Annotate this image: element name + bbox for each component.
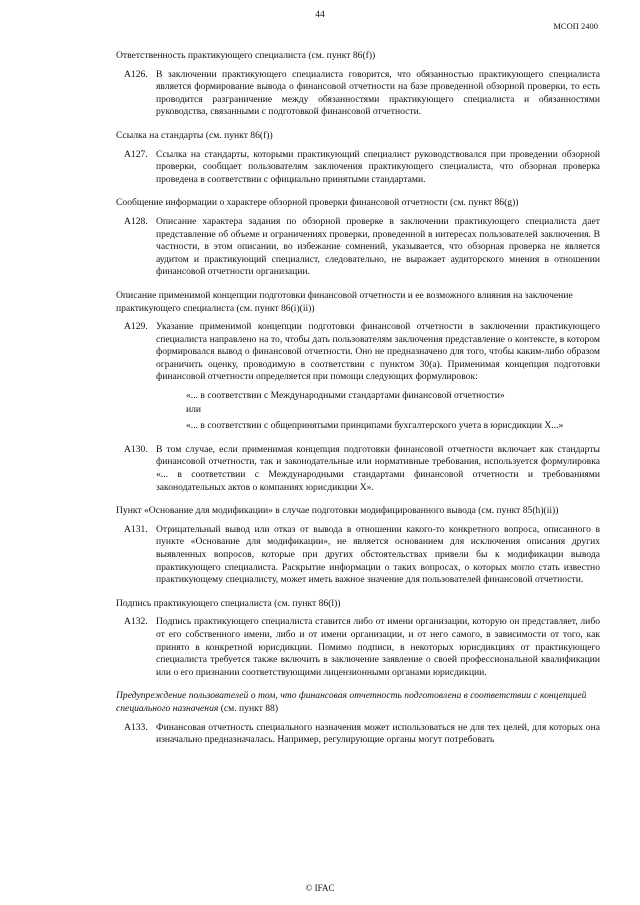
- paragraph-number: A133.: [124, 721, 148, 733]
- section-heading: Описание применимой концепции подготовки финансовой отчетности и ее возможного влияния на заключение практикующего специалиста (см. пункт 86(i)(ii)): [116, 289, 573, 314]
- paragraph-number: A128.: [124, 215, 148, 227]
- quoted-wording: «... в соответствии с общепринятыми принципами бухгалтерского учета в юрисдикции X...»: [186, 420, 564, 432]
- paragraph-number: A126.: [124, 68, 148, 80]
- paragraph-a131: [116, 524, 600, 587]
- section-heading: Подпись практикующего специалиста (см. пункт 86(l)): [116, 597, 341, 609]
- or-word: или: [186, 403, 202, 415]
- section-heading: Ответственность практикующего специалиста (см. пункт 86(f)): [116, 50, 376, 61]
- section-heading: Пункт «Основание для модификации» в случае подготовки модифицированного вывода (см. пункт 85(h)(ii)): [116, 505, 559, 517]
- paragraph-text: Отрицательный вывод или отказ от вывода в отношении какого-то конкретного вопроса, описанного в пункте «Основание для модификации», не является основанием для исключения описания других выявленных вопросов, которые при других обстоятельствах привели бы к модификации вывода практикующего специалиста. Раскрытие информации о таких вопросах, о которых могло стать известно практикующему специалисту, может иметь важное значение для пользователей финансовой отчетности.: [156, 523, 600, 586]
- footer-copyright: © IFAC: [305, 883, 335, 893]
- paragraph-text: Подпись практикующего специалиста ставится либо от имени организации, которую он представляет, либо от его собственного имени, либо и от имени организации, и от него самого, в зависимости от того, как принято в конкретной юрисдикции. Помимо подписи, в некоторых юрисдикциях от практикующего специалиста требуется также включить в заключение заявление о своей профессиональной квалификации или о его признании соответствующими лицензионными органами юрисдикции.: [156, 616, 600, 678]
- paragraph-number: A127.: [124, 148, 148, 160]
- section-heading: Сообщение информации о характере обзорной проверки финансовой отчетности (см. пункт 86(g)): [116, 197, 519, 209]
- paragraph-a133: [116, 722, 600, 747]
- paragraph-a128: [116, 216, 600, 279]
- paragraph-text: Финансовая отчетность специального назначения может использоваться не для тех целей, для которых она изначально предназначалась. Например, регулирующие органы могут потребовать: [156, 721, 600, 746]
- document-code: МСОП 2400: [553, 21, 598, 31]
- paragraph-number: A131.: [124, 523, 148, 535]
- paragraph-text: В заключении практикующего специалиста говорится, что обязанностью практикующего специалиста является формирование вывода о финансовой отчетности на базе проведенной обзорной проверки, то есть проводится разграничение между обязанностями практикующего специалиста и обязанностями руководства, связанными с подготовкой финансовой отчетности.: [156, 68, 600, 118]
- paragraph-text: В том случае, если применимая концепция подготовки финансовой отчетности включает как стандарты финансовой отчетности, так и законодательные или нормативные требования, используется формулировка «... в соответствии с Международными стандартами финансовой отчетности и требованиями законодательных актов о компаниях юрисдикции X».: [156, 443, 600, 493]
- section-heading-italic: Предупреждение пользователей о том, что финансовая отчетность подготовлена в соответствии с концепцией специального назначения: [116, 690, 587, 714]
- quoted-wording: «... в соответствии с Международными стандартами финансовой отчетности»: [186, 390, 505, 402]
- section-heading: [116, 690, 600, 715]
- paragraph-text: Указание применимой концепции подготовки финансовой отчетности в заключении практикующего специалиста направлено на то, чтобы дать пользователям заключения представление о контексте, в котором формировался вывод о финансовой отчетности. Оно не предназначено для того, чтобы каким-либо образом ограничить оценку, проводимую в соответствии с пунктом 30(а). Применимая концепция подготовки финансовой отчетности определяется при помощи следующих формулировок:: [156, 321, 600, 383]
- paragraph-number: A132.: [124, 616, 148, 628]
- page-content: [116, 50, 600, 758]
- paragraph-text: Ссылка на стандарты, которыми практикующий специалист руководствовался при проведении обзорной проверки, сообщает пользователям заключения практикующего специалиста, что обзорная проверка проведена в соответствии с официально принятыми стандартами.: [156, 148, 600, 185]
- paragraph-number: A129.: [124, 321, 148, 333]
- paragraph-a127: [116, 149, 600, 187]
- paragraph-text: Описание характера задания по обзорной проверке в заключении практикующего специалиста дает представление об объеме и ограничениях проверки, проведенной в интересах пользователей заключения. В частности, в этом описании, во избежание сомнений, указывается, что обзорная проверка не является аудитом и практикующий специалист, следовательно, не выражает аудиторского мнения в отношении финансовой отчетности организации.: [156, 215, 600, 278]
- paragraph-a126: [116, 69, 600, 119]
- page-number: 44: [315, 10, 325, 20]
- section-heading: Ссылка на стандарты (см. пункт 86(f)): [116, 129, 273, 141]
- paragraph-a132: [116, 616, 600, 679]
- paragraph-a129: [116, 321, 600, 433]
- paragraph-number: A130.: [124, 443, 148, 455]
- paragraph-a130: [116, 444, 600, 494]
- section-heading-reference: (см. пункт 88): [218, 702, 279, 714]
